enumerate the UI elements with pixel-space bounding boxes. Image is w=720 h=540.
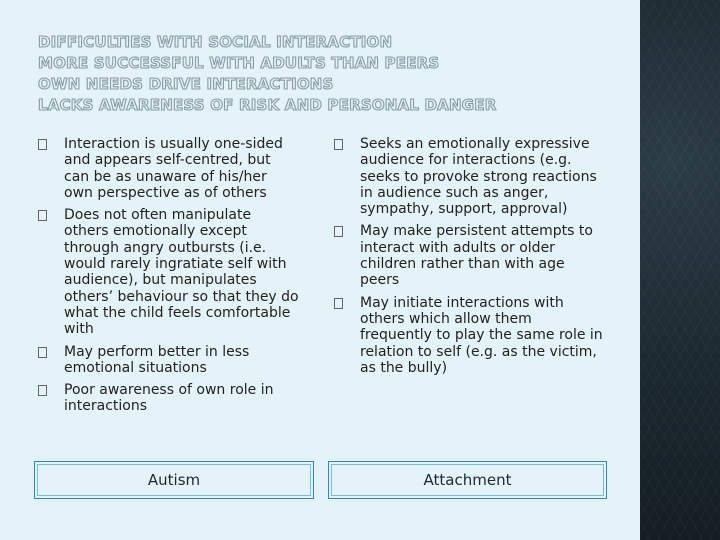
bullet-box-icon: [334, 226, 343, 237]
list-item: [38, 136, 300, 201]
autism-bullet-list: [38, 136, 300, 415]
bullet-box-icon: [334, 298, 343, 309]
decorative-sidebar: [640, 0, 720, 540]
list-item: [38, 382, 300, 415]
bullet-box-icon: [38, 210, 47, 221]
bullet-box-icon: [38, 385, 47, 396]
list-item-text: Does not often manipulate others emotionally except through angry outbursts (i.e. would rarely ingratiate self with audience), but manipulates others’ behaviour so that they do what the child feels comfortable with: [64, 207, 299, 338]
autism-label: Autism: [147, 471, 201, 489]
list-item: [38, 344, 300, 377]
attachment-column: [334, 136, 604, 382]
bullet-box-icon: [334, 139, 343, 150]
list-item-text: May make persistent attempts to interact with adults or older children rather than with age peers: [360, 223, 593, 289]
attachment-label: Attachment: [423, 471, 512, 489]
bullet-box-icon: [38, 347, 47, 358]
list-item-text: May initiate interactions with others which allow them frequently to play the same role in relation to self (e.g. as the victim, as the bully): [360, 294, 603, 376]
list-item: [38, 207, 300, 337]
list-item-text: May perform better in less emotional situations: [64, 343, 250, 376]
autism-column: [38, 136, 300, 421]
list-item: [334, 223, 604, 288]
heading-risk-awareness: LACKS AWARENESS OF RISK AND PERSONAL DANGER: [38, 96, 497, 114]
list-item-text: Interaction is usually one-sided and appears self-centred, but can be as unaware of his/her own perspective as of others: [64, 136, 283, 201]
autism-label-box: [34, 461, 314, 499]
list-item-text: Poor awareness of own role in interactions: [64, 382, 274, 415]
heading-social-interaction: DIFFICULTIES WITH SOCIAL INTERACTION: [38, 33, 393, 51]
heading-own-needs: OWN NEEDS DRIVE INTERACTIONS: [38, 75, 334, 93]
list-item: [334, 136, 604, 217]
heading-list: [38, 32, 618, 116]
list-item: [334, 295, 604, 376]
attachment-bullet-list: [334, 136, 604, 376]
bullet-box-icon: [38, 139, 47, 150]
heading-adults-than-peers: MORE SUCCESSFUL WITH ADULTS THAN PEERS: [38, 54, 440, 72]
attachment-label-box: [328, 461, 607, 499]
list-item-text: Seeks an emotionally expressive audience for interactions (e.g. seeks to provoke strong reactions in audience such as anger, sympathy, support, approval): [360, 136, 597, 218]
